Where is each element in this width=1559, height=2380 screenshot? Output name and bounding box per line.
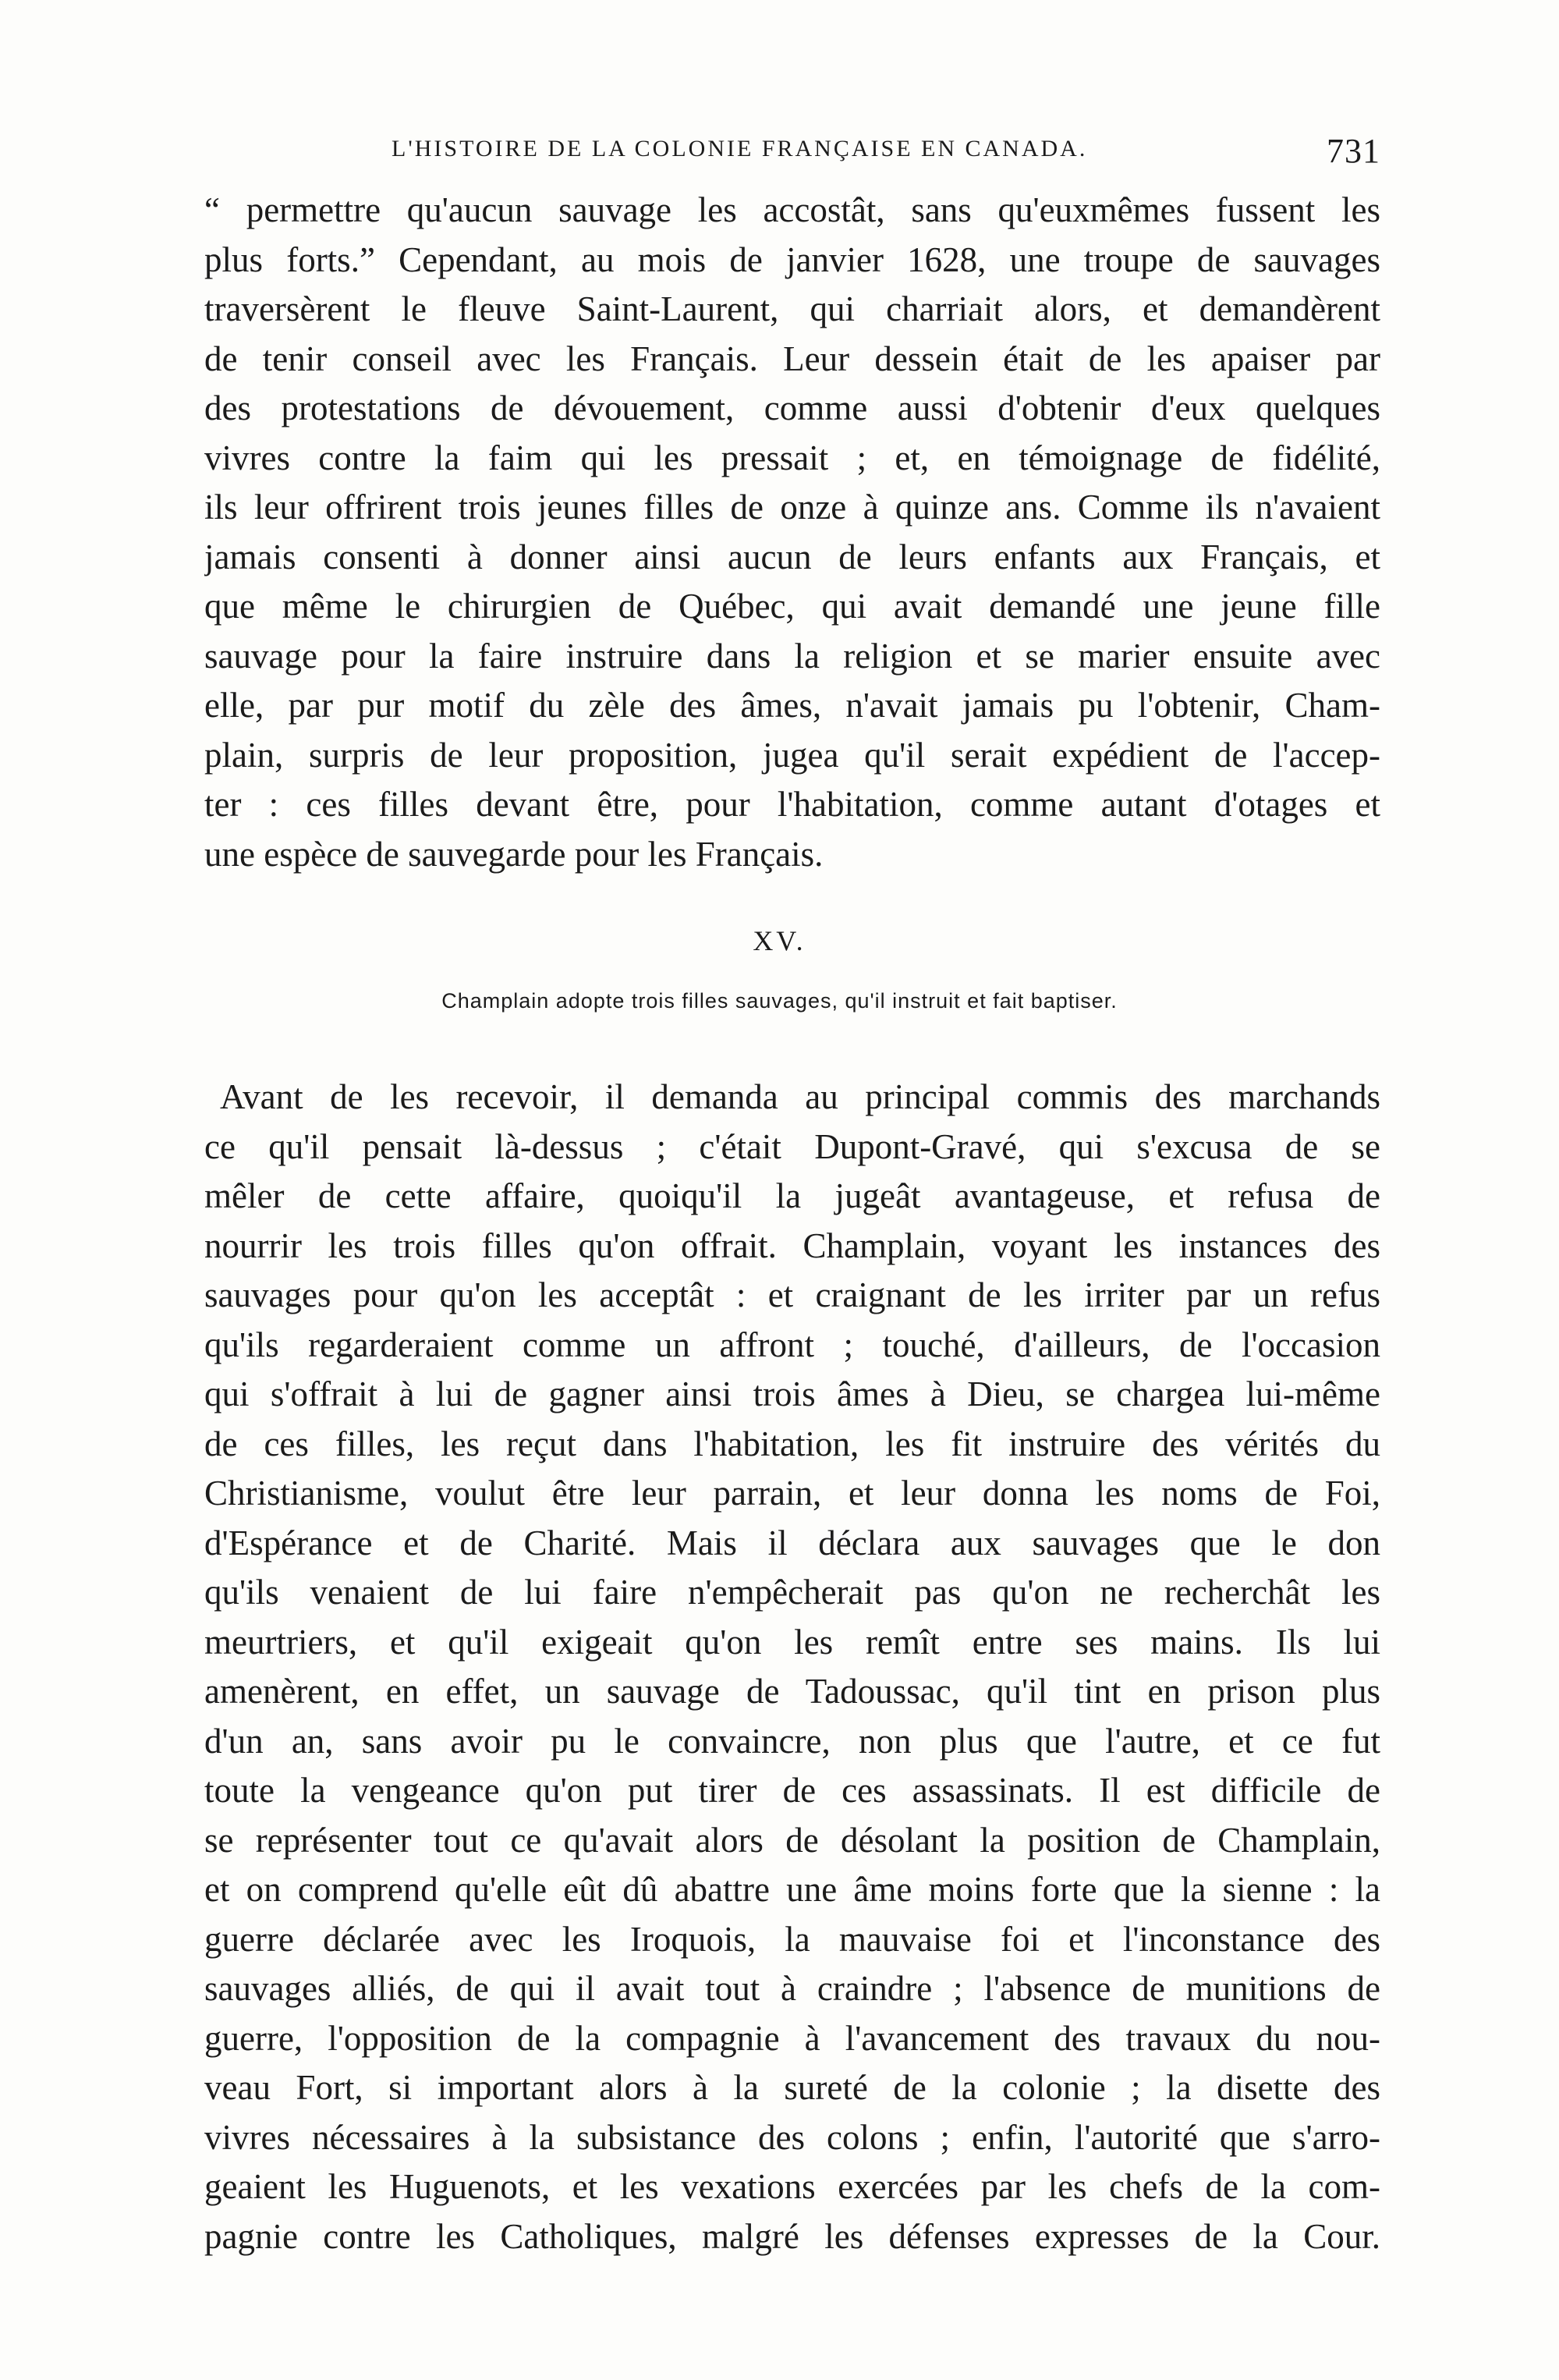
paragraph-2 [204,1073,1380,2261]
text-line: ils leur offrirent trois jeunes filles de onze à quinze ans. Comme ils n'avaient [204,488,1380,527]
text-line: plus forts.” Cependant, au mois de janvier 1628, une troupe de sauvages [204,239,1380,279]
text-line: sauvage pour la faire instruire dans la religion et se marier ensuite avec [204,636,1380,676]
text-line: guerre, l'opposition de la compagnie à l'avancement des travaux du nou- [204,2018,1380,2058]
text-line: pagnie contre les Catholiques, malgré les défenses expresses de la Cour. [204,2216,1380,2256]
text-line: jamais consenti à donner ainsi aucun de leurs enfants aux Français, et [204,537,1380,576]
text-line: vivres contre la faim qui les pressait ; et, en témoignage de fidélité, [204,438,1380,477]
text-line: guerre déclarée avec les Iroquois, la mauvaise foi et l'inconstance des [204,1919,1380,1959]
text-line: qu'ils regarderaient comme un affront ; touché, d'ailleurs, de l'occasion [204,1325,1380,1364]
text-line: nourrir les trois filles qu'on offrait. Champlain, voyant les instances des [204,1225,1380,1265]
text-line: sauvages pour qu'on les acceptât : et craignant de les irriter par un refus [204,1275,1380,1314]
text-line: de ces filles, les reçut dans l'habitation, les fit instruire des vérités du [204,1424,1380,1463]
paragraph-1 [204,186,1380,879]
text-line: “ permettre qu'aucun sauvage les accostât, sans qu'euxmêmes fussent les [204,190,1380,229]
section-summary: Champlain adopte trois filles sauvages, qu'il instruit et fait baptiser. [441,989,1118,1013]
text-line: Christianisme, voulut être leur parrain, et leur donna les noms de Foi, [204,1474,1380,1513]
text-line: mêler de cette affaire, quoiqu'il la jugeât avantageuse, et refusa de [204,1176,1380,1215]
text-line: amenèrent, en effet, un sauvage de Tadoussac, qu'il tint en prison plus [204,1672,1380,1711]
running-head [204,131,1380,178]
text-line: et on comprend qu'elle eût dû abattre une âme moins forte que la sienne : la [204,1870,1380,1909]
text-line: ce qu'il pensait là-dessus ; c'était Dupont-Gravé, qui s'excusa de se [204,1126,1380,1166]
text-line: sauvages alliés, de qui il avait tout à craindre ; l'absence de munitions de [204,1969,1380,2008]
text-line: toute la vengeance qu'on put tirer de ces assassinats. Il est difficile de [204,1771,1380,1810]
text-line: Avant de les recevoir, il demanda au principal commis des marchands [220,1077,1380,1116]
text-line: qui s'offrait à lui de gagner ainsi trois âmes à Dieu, se chargea lui-même [204,1374,1380,1413]
text-line: meurtriers, et qu'il exigeait qu'on les remît entre ses mains. Ils lui [204,1622,1380,1662]
text-line: elle, par pur motif du zèle des âmes, n'avait jamais pu l'obtenir, Cham- [204,686,1380,725]
text-line: une espèce de sauvegarde pour les Français. [204,834,824,874]
text-line: veau Fort, si important alors à la sureté de la colonie ; la disette des [204,2068,1380,2107]
text-line: geaient les Huguenots, et les vexations exercées par les chefs de la com- [204,2167,1380,2206]
text-line: vivres nécessaires à la subsistance des colons ; enfin, l'autorité que s'arro- [204,2117,1380,2157]
text-line: traversèrent le fleuve Saint-Laurent, qui charriait alors, et demandèrent [204,289,1380,328]
text-line: qu'ils venaient de lui faire n'empêcherait pas qu'on ne recherchât les [204,1573,1380,1612]
text-line: de tenir conseil avec les Français. Leur dessein était de les apaiser par [204,339,1380,378]
text-line: ter : ces filles devant être, pour l'habitation, comme autant d'otages et [204,785,1380,824]
text-line: des protestations de dévouement, comme aussi d'obtenir d'eux quelques [204,388,1380,427]
text-line: plain, surpris de leur proposition, jugea qu'il serait expédient de l'accep- [204,735,1380,775]
page-number: 731 [1327,132,1380,170]
section-number: XV. [753,925,806,956]
text-line: que même le chirurgien de Québec, qui avait demandé une jeune fille [204,587,1380,626]
text-line: se représenter tout ce qu'avait alors de désolant la position de Champlain, [204,1820,1380,1860]
text-line: d'Espérance et de Charité. Mais il déclara aux sauvages que le don [204,1523,1380,1562]
running-title: L'HISTOIRE DE LA COLONIE FRANÇAISE EN CANADA. [392,136,1088,161]
text-line: d'un an, sans avoir pu le convaincre, non plus que l'autre, et ce fut [204,1721,1380,1761]
